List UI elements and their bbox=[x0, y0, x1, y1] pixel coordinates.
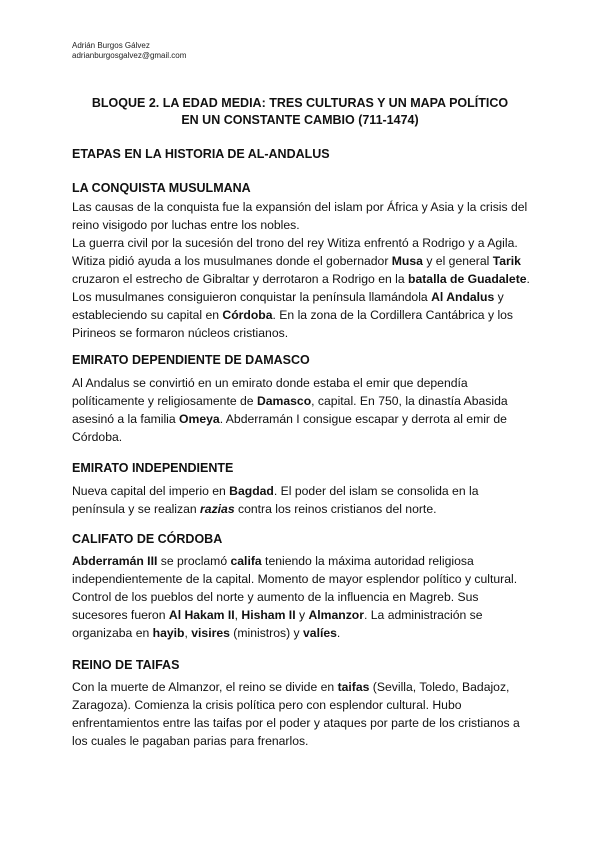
emphasized-term: taifas bbox=[337, 680, 370, 694]
section-heading-conquista: LA CONQUISTA MUSULMANA bbox=[72, 181, 251, 195]
paragraph bbox=[72, 234, 532, 342]
emphasized-term: Al Hakam II bbox=[168, 608, 235, 622]
emphasized-term: valíes bbox=[303, 626, 337, 640]
paragraph bbox=[72, 374, 532, 446]
emphasized-term: batalla de Guadalete bbox=[408, 272, 527, 286]
text-run: se proclamó bbox=[157, 554, 231, 568]
emphasized-term: califa bbox=[230, 554, 262, 568]
section-heading-taifas: REINO DE TAIFAS bbox=[72, 658, 180, 672]
emphasized-term: Abderramán III bbox=[72, 554, 158, 568]
text-run: , capital. En 750, la dinastía Abasida asesinó a la familia bbox=[72, 394, 508, 426]
emphasized-term: Omeya bbox=[179, 412, 220, 426]
paragraph bbox=[72, 198, 532, 234]
emphasized-term: razias bbox=[200, 502, 235, 516]
text-run: . En la zona de la Cordillera Cantábrica y los Pirineos se formaron núcleos cristianos. bbox=[72, 308, 514, 340]
text-run: . La administración se organizaba en bbox=[72, 608, 483, 640]
text-run: teniendo la máxima autoridad religiosa independientemente de la capital. Momento de mayor esplendor político y cultural. Control de los pueblos del norte y aumento de la influencia en Magreb. Sus sucesores fueron bbox=[72, 554, 518, 622]
author-block bbox=[72, 41, 186, 61]
title-line-1: BLOQUE 2. LA EDAD MEDIA: TRES CULTURAS Y UN MAPA POLÍTICO bbox=[91, 96, 509, 110]
section-heading-emirato-independiente: EMIRATO INDEPENDIENTE bbox=[72, 461, 234, 475]
text-run: cruzaron el estrecho de Gibraltar y derrotaron a Rodrigo en la bbox=[72, 272, 409, 286]
text-run: Al Andalus se convirtió en un emirato donde estaba el emir que dependía políticamente y religiosamente de bbox=[72, 376, 468, 408]
text-run: Con la muerte de Almanzor, el reino se divide en bbox=[72, 680, 338, 694]
section-title: ETAPAS EN LA HISTORIA DE AL-ANDALUS bbox=[72, 147, 330, 161]
text-run: , bbox=[184, 626, 192, 640]
section-heading-califato: CALIFATO DE CÓRDOBA bbox=[72, 532, 223, 546]
text-run: . El poder del islam se consolida en la península y se realizan bbox=[72, 484, 479, 516]
text-run: Las causas de la conquista fue la expansión del islam por África y Asia y la crisis del reino visigodo por luchas entre los nobles. bbox=[72, 200, 528, 232]
emphasized-term: Al Andalus bbox=[431, 290, 495, 304]
title-line-2: EN UN CONSTANTE CAMBIO (711-1474) bbox=[181, 113, 419, 127]
text-run: (ministros) y bbox=[229, 626, 304, 640]
author-email: adrianburgosgalvez@gmail.com bbox=[72, 51, 187, 60]
emphasized-term: Tarik bbox=[492, 254, 521, 268]
text-run: . bbox=[336, 626, 341, 640]
document-title bbox=[60, 95, 540, 129]
emphasized-term: Córdoba bbox=[222, 308, 273, 322]
paragraph bbox=[72, 552, 532, 642]
author-name: Adrián Burgos Gálvez bbox=[72, 41, 150, 50]
text-run: La guerra civil por la sucesión del trono del rey Witiza enfrentó a Rodrigo y a Agila. Witiza pidió ayuda a los musulmanes donde el gobernador bbox=[72, 236, 518, 268]
emphasized-term: Musa bbox=[391, 254, 423, 268]
section-heading-emirato-dependiente: EMIRATO DEPENDIENTE DE DAMASCO bbox=[72, 353, 310, 367]
text-run: contra los reinos cristianos del norte. bbox=[234, 502, 437, 516]
text-run: . Los musulmanes consiguieron conquistar la península llamándola bbox=[72, 272, 530, 304]
emphasized-term: visires bbox=[191, 626, 230, 640]
paragraph bbox=[72, 678, 532, 750]
emphasized-term: hayib bbox=[152, 626, 185, 640]
text-run: y bbox=[295, 608, 309, 622]
text-run: Nueva capital del imperio en bbox=[72, 484, 230, 498]
paragraph bbox=[72, 482, 532, 518]
text-run: (Sevilla, Toledo, Badajoz, Zaragoza). Comienza la crisis política pero con esplendor cultural. Hubo enfrentamientos entre las taifas por el poder y ataques por parte de los cristianos a los cuales le pagaban parias para frenarlos. bbox=[72, 680, 520, 748]
emphasized-term: Hisham II bbox=[241, 608, 296, 622]
text-run: y el general bbox=[422, 254, 493, 268]
emphasized-term: Almanzor bbox=[308, 608, 364, 622]
text-run: . Abderramán I consigue escapar y derrota al emir de Córdoba. bbox=[72, 412, 507, 444]
text-run: , bbox=[234, 608, 242, 622]
emphasized-term: Damasco bbox=[256, 394, 312, 408]
text-run: y estableciendo su capital en bbox=[72, 290, 504, 322]
emphasized-term: Bagdad bbox=[229, 484, 274, 498]
